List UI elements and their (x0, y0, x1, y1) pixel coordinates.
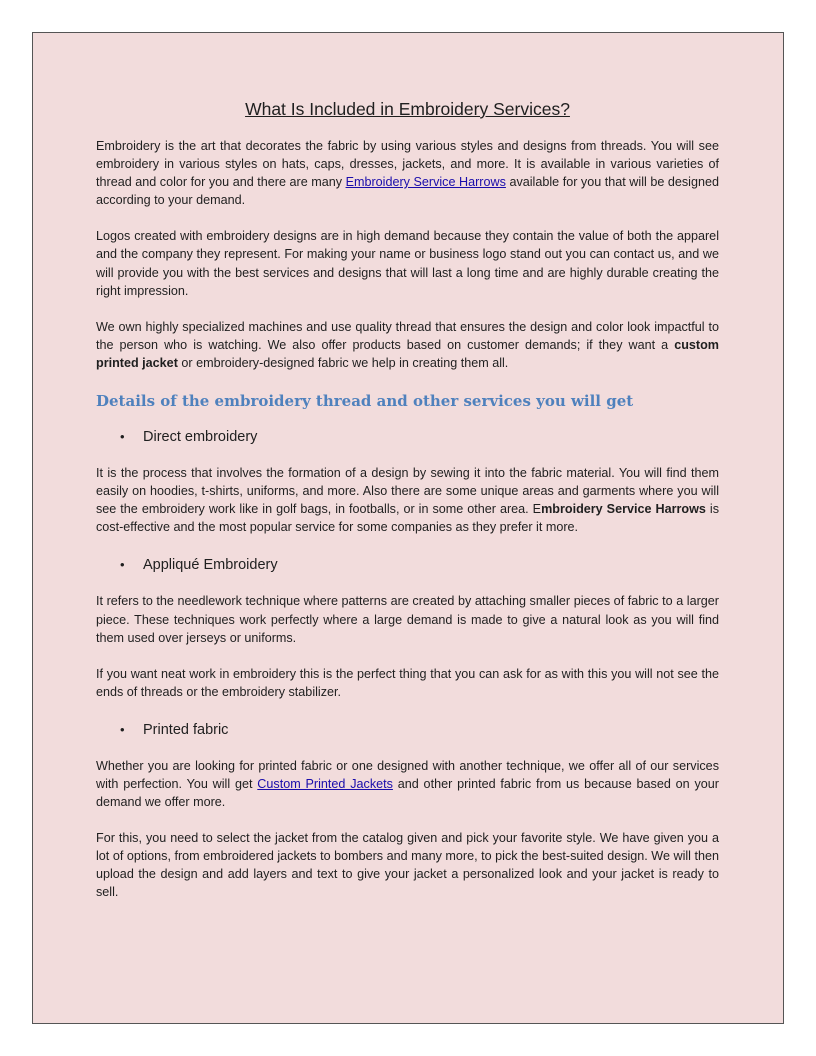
text: and other printed fabric from us because based on your demand we offer more. (96, 776, 719, 810)
paragraph-machines (96, 318, 719, 372)
document-page (32, 32, 784, 1024)
paragraph-applique: It refers to the needlework technique where patterns are created by attaching smaller pieces of fabric to a larger piece. These techniques work perfectly where a large demand is made to give a natural look as you will find them used over jerseys or uniforms. (96, 594, 719, 645)
bullet-dot-icon: • (120, 557, 125, 573)
text: is cost-effective and the most popular service for some companies as they prefer it more. (96, 502, 720, 535)
bullet-label: Printed fabric (143, 721, 229, 738)
paragraph-printed-fabric (96, 757, 719, 811)
text: Whether you are looking for printed fabric or one designed with another technique, we offer all of our services with perfection. You will get (96, 758, 719, 791)
document-title: What Is Included in Embroidery Services? (245, 99, 570, 119)
text: We own highly specialized machines and use quality thread that ensures the design and color look impactful to the person who is watching. We also offer products based on customer demands; if they want a (96, 319, 719, 352)
bullet-label: Direct embroidery (143, 429, 258, 446)
bullet-label: Appliqué Embroidery (143, 557, 278, 574)
bullet-dot-icon: • (120, 429, 125, 445)
paragraph-neat-work: If you want neat work in embroidery this is the perfect thing that you can ask for as with this you will not see the ends of threads or the embroidery stabilizer. (96, 666, 719, 699)
text: or embroidery-designed fabric we help in creating them all. (177, 355, 509, 370)
embroidery-service-harrows-link[interactable]: Embroidery Service Harrows (345, 175, 506, 190)
bullet-printed-fabric (96, 719, 719, 741)
text: Embroidery is the art that decorates the fabric by using various styles and designs from threads. You will see embroidery in various styles on hats, caps, dresses, jackets, and more. It is available in various varieties of thread and color for you and there are many (96, 139, 719, 190)
bullet-dot-icon: • (120, 721, 125, 737)
custom-printed-jackets-link[interactable]: Custom Printed Jackets (257, 776, 393, 791)
text: available for you that will be designed according to your demand. (96, 175, 719, 208)
bold-text: mbroidery Service Harrows (541, 502, 706, 517)
paragraph-intro (96, 137, 719, 209)
text: It is the process that involves the formation of a design by sewing it into the fabric material. You will find them easily on hoodies, t-shirts, uniforms, and more. Also there are some unique areas and garments where you will see the embroidery work like in golf bags, in footballs, or in some other area. E (96, 466, 719, 517)
bold-text: custom printed jacket (96, 337, 719, 370)
bullet-direct-embroidery (96, 426, 719, 448)
section-heading: Details of the embroidery thread and other services you will get (96, 392, 634, 411)
paragraph-catalog: For this, you need to select the jacket from the catalog given and pick your favorite style. We have given you a lot of options, from embroidered jackets to bombers and many more, to pick the best-suited design. We will then upload the design and add layers and text to give your jacket a personalized look and your jacket is ready to sell. (96, 831, 719, 900)
paragraph-logos: Logos created with embroidery designs are in high demand because they contain the value of both the apparel and the company they represent. For making your name or business logo stand out you can contact us, and we will provide you with the best services and designs that will last a long time and are highly durable creating the right impression. (96, 229, 719, 298)
bullet-applique-embroidery (96, 554, 719, 576)
document-content (96, 97, 719, 920)
paragraph-direct-embroidery (96, 464, 719, 536)
